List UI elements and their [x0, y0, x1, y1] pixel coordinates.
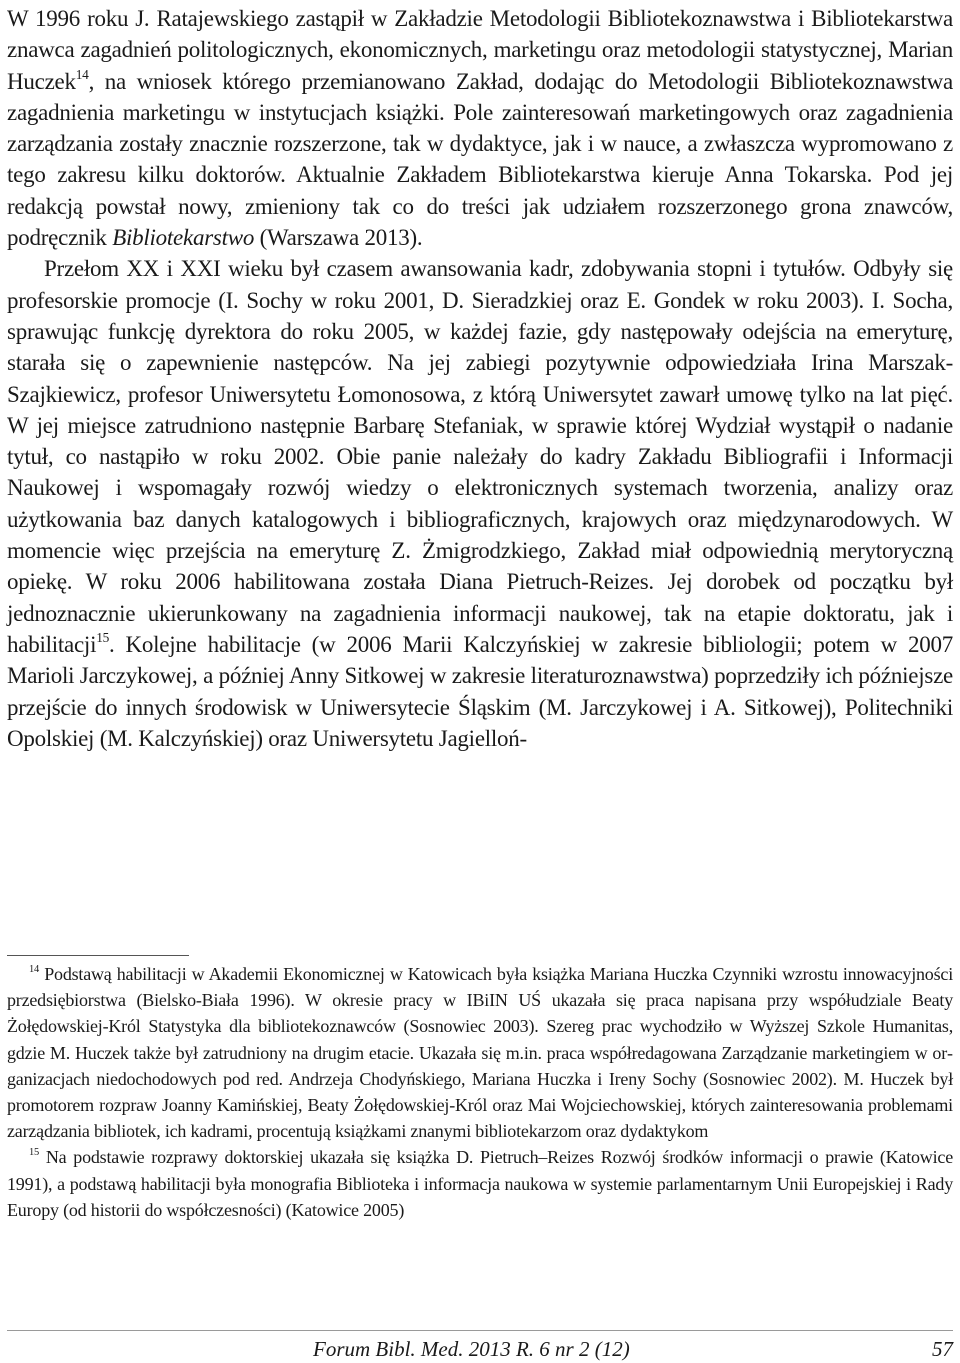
paragraph-2-part-a: Przełom XX i XXI wieku był czasem awansowania kadr, zdobywania stopni i tytułów. Odbyły się profesorskie promocje (I. Sochy w roku 2001, D. Sieradzkiej oraz E. Gondek w roku 2003). I. Socha, sprawując funkcję dyrektora do roku 2005, w każdej fazie, gdy następowały odejścia na emeryturę, starała się o zapewnienie następców. Na jej zabiegi pozytywnie odpowiedziała Irina Marszak-Szajkiewicz, profesor Uniwersytetu Łomonosowa, z którą Uniwersytet zawarł umowę tylko na lat pięć. W jej miejsce zatrudniono następnie Barbarę Stefaniak, w sprawie której Wydział wystąpił o nadanie tytuł, co nastąpiło w roku 2002. Obie panie należały do kadry Zakładu Bibliografii i Informacji Naukowej i wspomagały rozwój wiedzy o elektronicznych systemach tworzenia, analizy oraz użytkowania baz danych katalogowych i bibliograficznych, krajowych oraz międzynarodowych. W momencie więc przejścia na emeryturę Z. Żmigrodzkiego, Zakład miał odpowiednią merytoryczną opiekę. W roku 2006 habilitowana została Diana Pietruch-Reizes. Jej dorobek od początku był jednoznacznie ukierunkowany na zagadnienia informacji naukowej, tak na etapie doktoratu, jak i habilitacji — [7, 256, 953, 657]
page-number: 57 — [932, 1337, 953, 1361]
paragraph-2-part-b: . Kolejne habilitacje (w 2006 Marii Kalczyńskiej w zakresie bibliologii; potem w 2007 Marioli Jarczykowej, a później Anny Sitkowej w zakresie literaturoznawstwa) poprzedziły ich późniejsze przejście do innych środowisk w Uniwersytecie Śląskim (M. Jarczykowej i A. Sitkowej), Politechniki Opolskiej (M. Kalczyńskiej) oraz Uniwersytetu Jagielloń- — [7, 631, 953, 751]
paragraph-1-part-a: W 1996 roku J. Ratajewskiego zastąpił w Zakładzie Metodologii Bibliotekoznawstwa i Bibliotekarstwa znawca zagadnień politologicznych, ekonomicznych, marketingu oraz metodologii statystycznej, Marian Huczek — [7, 6, 953, 94]
footnote-15 — [7, 1144, 953, 1223]
paragraph-1-part-b: , na wniosek którego przemianowano Zakład, dodając do Metodologii Bibliotekoznawstwa zagadnienia marketingu w instytucjach książki. Pole zainteresowań marketingowych oraz zagadnienia zarządzania zostały znacznie rozszerzone, tak w dydaktyce, jak i w nauce, a zwłaszcza wypromowano z tego zakresu kilku doktorów. Aktualnie Zakładem Bibliotekarstwa kieruje Anna Tokarska. Pod jej redakcją powstał nowy, zmieniony tak co do treści jak udziałem rozszerzonego grona znawców, podręcznik — [7, 68, 953, 251]
footnote-ref-15[interactable]: 15 — [96, 629, 110, 645]
footnote-text: Podstawą habilitacji w Akademii Ekonomicznej w Katowicach była książka Mariana Huczka Czynniki wzrostu innowacyjności przedsiębiorstwa (Bielsko-Biała 1996). W okresie pracy w IBiIN UŚ ukazała się praca napisana przy współudziale Beaty Żołędowskiej-Król Statystyka dla bibliotekoznawców (Sosnowiec 2003). Szereg prac wychodziło w Wyższej Szkole Humanitas, gdzie M. Huczek także był zatrudniony na drugim etacie. Ukazała się m.in. praca współredagowana Zarządzanie marketingiem w organizacjach niedochodowych pod red. Andrzeja Chodyńskiego, Mariana Huczka i Ireny Sochy (Sosnowiec 2002). M. Huczek był promotorem rozpraw Joanny Kamińskiej, Beaty Żołędowskiej-Król oraz Mai Wojciechowskiej, których zainteresowania problemami zarządzania bibliotek, ich kadrami, procentują książkami znanymi bibliotekarzom oraz dydaktykom — [7, 964, 953, 1142]
footnote-14 — [7, 961, 953, 1144]
journal-footer: Forum Bibl. Med. 2013 R. 6 nr 2 (12) — [313, 1337, 630, 1361]
footnote-separator — [7, 955, 189, 956]
footnotes — [7, 961, 953, 1223]
paragraph-1-part-c: (Warszawa 2013). — [254, 225, 423, 251]
paragraph-2 — [7, 253, 953, 754]
footnote-number: 14 — [29, 964, 40, 976]
book-title: Bibliotekarstwo — [112, 225, 255, 251]
footer-rule — [7, 1330, 953, 1331]
paragraph-1 — [7, 3, 953, 253]
footnote-text: Na podstawie rozprawy doktorskiej ukazała się książka D. Pietruch–Reizes Rozwój środków informacji o prawie (Katowice 1991), a podstawą habilitacji była monografia Biblioteka i informacja naukowa w systemie parlamentarnym Unii Europejskiej i Rady Europy (od historii do współczesności) (Katowice 2005) — [7, 1147, 953, 1220]
footnote-ref-14[interactable]: 14 — [75, 66, 89, 82]
footnote-number: 15 — [29, 1147, 40, 1159]
main-text — [7, 3, 953, 754]
